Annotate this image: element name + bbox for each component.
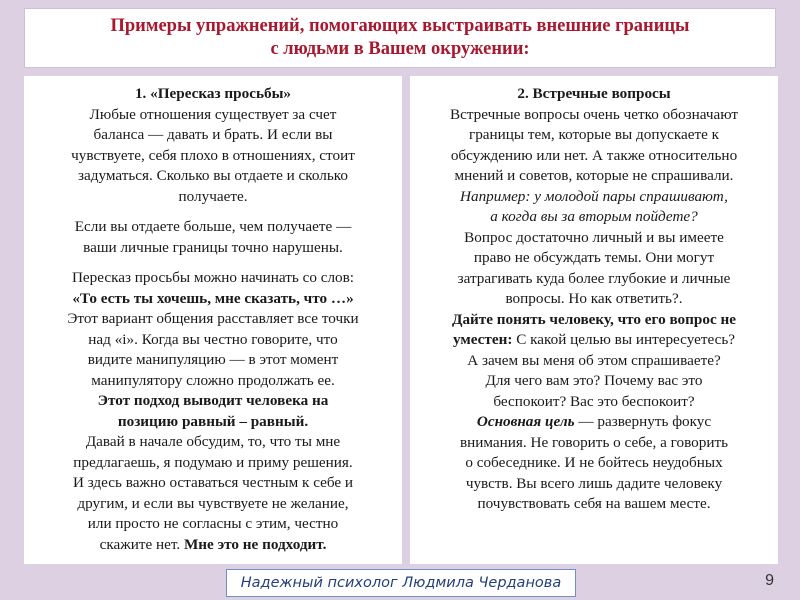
left-p4-line: предлагаешь, я подумаю и приму решения. [73, 453, 353, 471]
right-goal-label: Основная цель [476, 413, 575, 430]
left-p3-bold-line: Этот подход выводит человека на [97, 392, 329, 409]
right-question-line: беспокоит? Вас это беспокоит? [493, 392, 695, 410]
right-heading: 2. Встречные вопросы [517, 85, 671, 102]
left-p4-line: И здесь важно оставаться честным к себе и [72, 474, 354, 491]
right-column [410, 76, 778, 564]
right-p2-line: право не обсуждать темы. Они могут [473, 249, 715, 266]
left-column [24, 76, 402, 564]
slide-title [24, 8, 776, 68]
right-goal-line: почувствовать себя на вашем месте. [477, 495, 711, 512]
right-question-line: А зачем вы меня об этом спрашиваете? [467, 351, 721, 369]
left-p4-last-plain: скажите нет. [99, 535, 181, 553]
left-p4-last-line [30, 535, 396, 556]
author-footer: Надежный психолог Людмила Черданова [226, 569, 576, 597]
left-p2-line: ваши личные границы точно нарушены. [83, 238, 343, 256]
right-bold-line-2-label: уместен: [452, 331, 513, 348]
left-p1-line: получаете. [178, 187, 248, 205]
right-goal-line: о собеседнике. И не бойтесь неудобных [465, 454, 723, 471]
left-p1-line: баланса — давать и брать. И если вы [93, 126, 333, 143]
right-bold-line: Дайте понять человеку, что его вопрос не [452, 310, 736, 328]
right-goal-line [416, 412, 772, 433]
page-number: 9 [765, 572, 774, 589]
left-p3-line: манипулятору сложно продолжать ее. [91, 371, 335, 389]
right-question-line: Для чего вам это? Почему вас это [485, 372, 703, 389]
right-goal-rest: — развернуть фокус [574, 413, 712, 430]
left-p1-line: чувствуете, себя плохо в отношениях, стоит [71, 146, 355, 164]
right-p2-line: Вопрос достаточно личный и вы имеете [464, 228, 724, 246]
right-bold-line-2 [416, 330, 772, 351]
right-example-line: Например: у молодой пары спрашивают, [460, 187, 728, 205]
right-example-line: а когда вы за вторым пойдете? [490, 208, 698, 225]
right-p1-line: Встречные вопросы очень четко обозначают [449, 105, 739, 123]
left-p1-line: задуматься. Сколько вы отдаете и сколько [78, 167, 348, 184]
left-p3-line: над «i». Когда вы честно говорите, что [88, 330, 338, 348]
right-p2-line: затрагивать куда более глубокие и личные [457, 269, 731, 287]
right-after-bold: С какой целью вы интересуетесь? [512, 331, 736, 348]
left-p2-line: Если вы отдаете больше, чем получаете — [74, 218, 352, 235]
title-line-1: Примеры упражнений, помогающих выстраивать внешние границы [110, 16, 690, 36]
left-p4-line: другим, и если вы чувствуете не желание, [77, 494, 349, 512]
left-p3-line: Этот вариант общения расставляет все точки [67, 310, 359, 327]
right-p1-line: обсуждению или нет. А также относительно [450, 146, 738, 164]
left-p1-line: Любые отношения существует за счет [89, 105, 337, 123]
left-p3-line: видите манипуляцию — в этот момент [87, 351, 339, 368]
left-p3-bold-line: позицию равный – равный. [117, 412, 309, 430]
left-heading: 1. «Пересказ просьбы» [134, 85, 292, 102]
right-p1-line: мнений и советов, которые не спрашивали. [454, 167, 734, 184]
left-p4-line: или просто не согласны с этим, честно [87, 515, 339, 532]
left-p3-intro: Пересказ просьбы можно начинать со слов: [71, 269, 355, 286]
right-p2-line: вопросы. Но как ответить?. [505, 290, 683, 307]
left-p4-last-bold: Мне это не подходит. [183, 535, 327, 553]
title-line-2: с людьми в Вашем окружении: [270, 39, 530, 59]
left-p3-quote: «То есть ты хочешь, мне сказать, что …» [72, 289, 354, 307]
left-p4-line: Давай в начале обсудим, то, что ты мне [85, 433, 341, 450]
right-p1-line: границы тем, которые вы допускаете к [468, 126, 720, 143]
right-goal-line: чувств. Вы всего лишь дадите человеку [465, 474, 723, 492]
right-goal-line: внимания. Не говорить о себе, а говорить [459, 433, 729, 451]
